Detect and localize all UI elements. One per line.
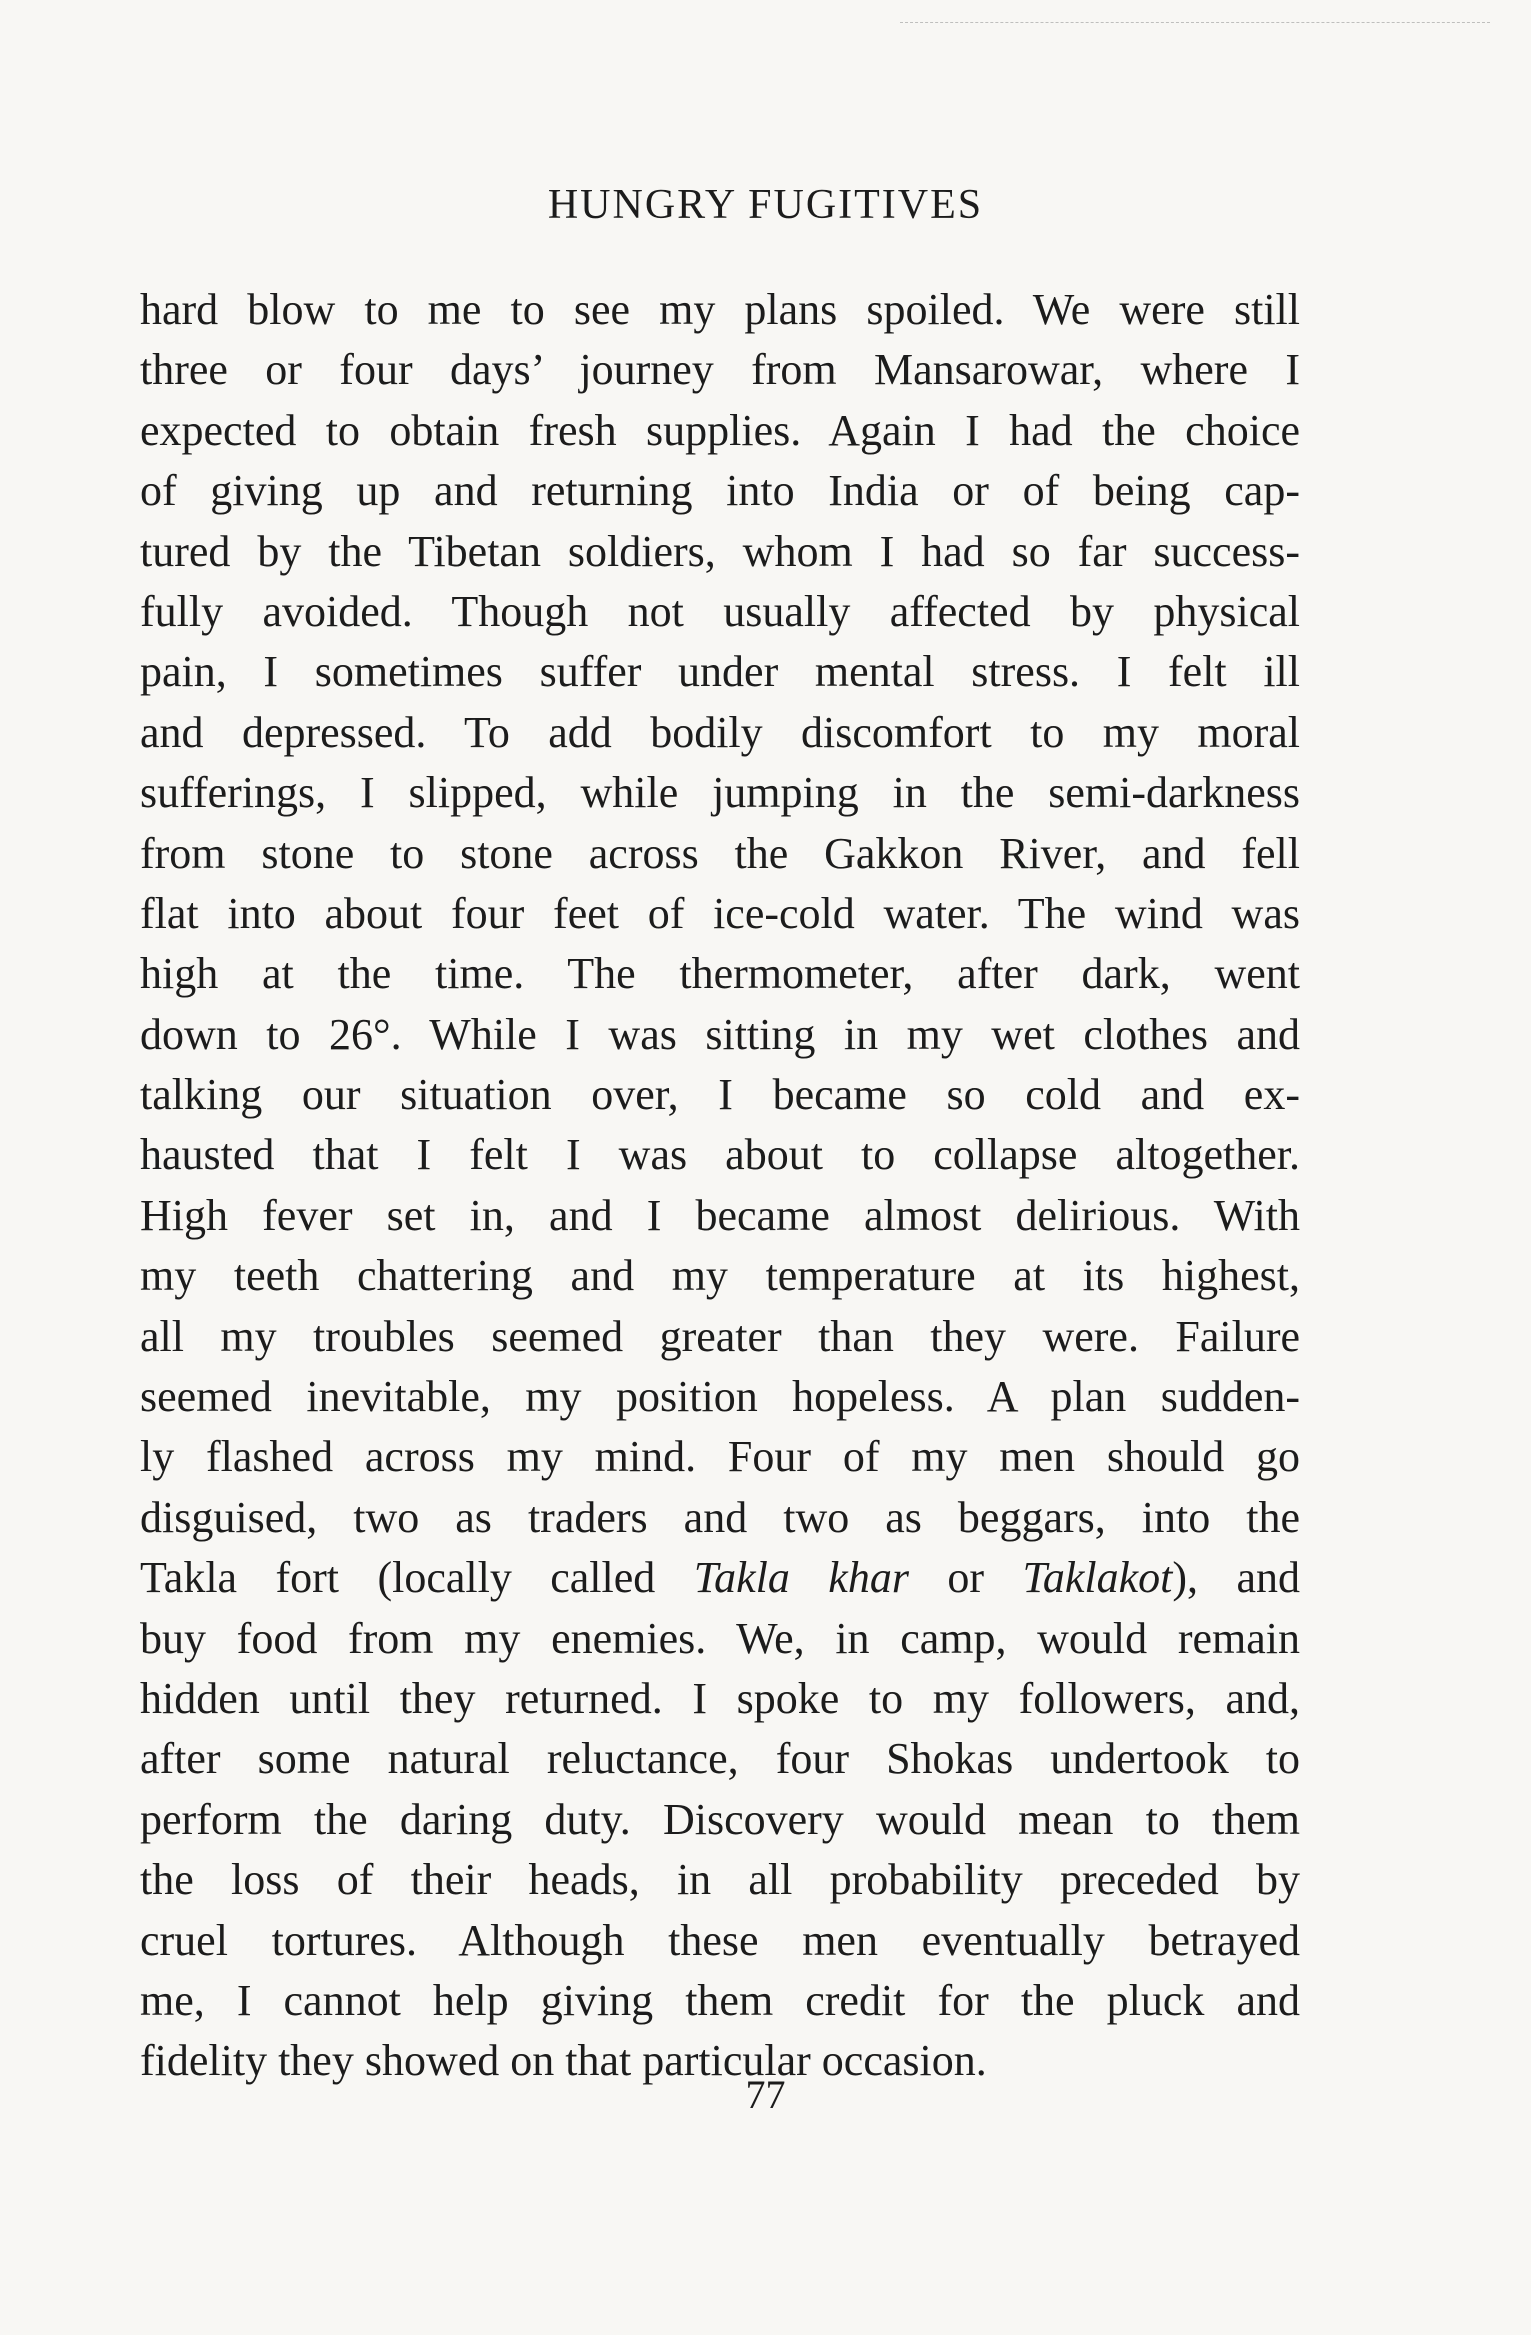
text-line: perform the daring duty. Discovery would mean to them [140,1794,1300,1844]
body-text [140,280,1300,2092]
text-line: cruel tortures. Although these men eventually betrayed [140,1915,1300,1965]
text-line: fidelity they showed on that particular occasion. [140,2036,987,2086]
text-line: from stone to stone across the Gakkon River, and fell [140,828,1300,878]
text-line: flat into about four feet of ice-cold water. The wind was [140,888,1300,938]
text-line: High fever set in, and I became almost delirious. With [140,1190,1300,1240]
text-line: seemed inevitable, my position hopeless. A plan sudden- [140,1372,1300,1422]
running-head: HUNGRY FUGITIVES [547,182,984,228]
text-line: sufferings, I slipped, while jumping in the semi-darkness [140,768,1300,818]
text-line: and depressed. To add bodily discomfort to my moral [140,707,1300,757]
text-line: ly flashed across my mind. Four of my men should go [140,1432,1300,1482]
text-line: of giving up and returning into India or of being cap- [140,466,1300,516]
text-segment: or [908,1553,1023,1603]
text-segment: ), and [1172,1553,1301,1603]
text-line: three or four days’ journey from Mansarowar, where I [140,345,1300,395]
italic-place-name: Takla khar [693,1553,909,1603]
text-line: my teeth chattering and my temperature at its highest, [140,1251,1300,1301]
scan-edge-rule [900,22,1490,23]
text-line: the loss of their heads, in all probability preceded by [140,1855,1300,1905]
text-line: hard blow to me to see my plans spoiled. We were still [140,285,1300,334]
text-line: me, I cannot help giving them credit for the pluck and [140,1975,1300,2025]
text-line: after some natural reluctance, four Shokas undertook to [140,1734,1300,1784]
page-number: 77 [745,2072,786,2117]
text-line: disguised, two as traders and two as beggars, into the [140,1492,1300,1542]
text-line: fully avoided. Though not usually affected by physical [140,586,1300,636]
text-segment: Takla fort (locally called [140,1553,694,1603]
text-line: talking our situation over, I became so cold and ex- [140,1070,1300,1120]
text-line: hausted that I felt I was about to collapse altogether. [140,1130,1300,1180]
text-line: expected to obtain fresh supplies. Again I had the choice [140,405,1300,455]
text-line: high at the time. The thermometer, after dark, went [140,949,1300,999]
text-line: buy food from my enemies. We, in camp, would remain [140,1613,1300,1663]
text-line: all my troubles seemed greater than they were. Failure [140,1311,1300,1361]
text-line: tured by the Tibetan soldiers, whom I had so far success- [140,526,1300,576]
text-line: hidden until they returned. I spoke to my followers, and, [140,1673,1300,1723]
italic-place-name: Taklakot [1022,1553,1173,1603]
text-line-with-italics [140,1548,1300,1608]
text-line: down to 26°. While I was sitting in my wet clothes and [140,1009,1300,1059]
text-line: pain, I sometimes suffer under mental stress. I felt ill [140,647,1300,697]
